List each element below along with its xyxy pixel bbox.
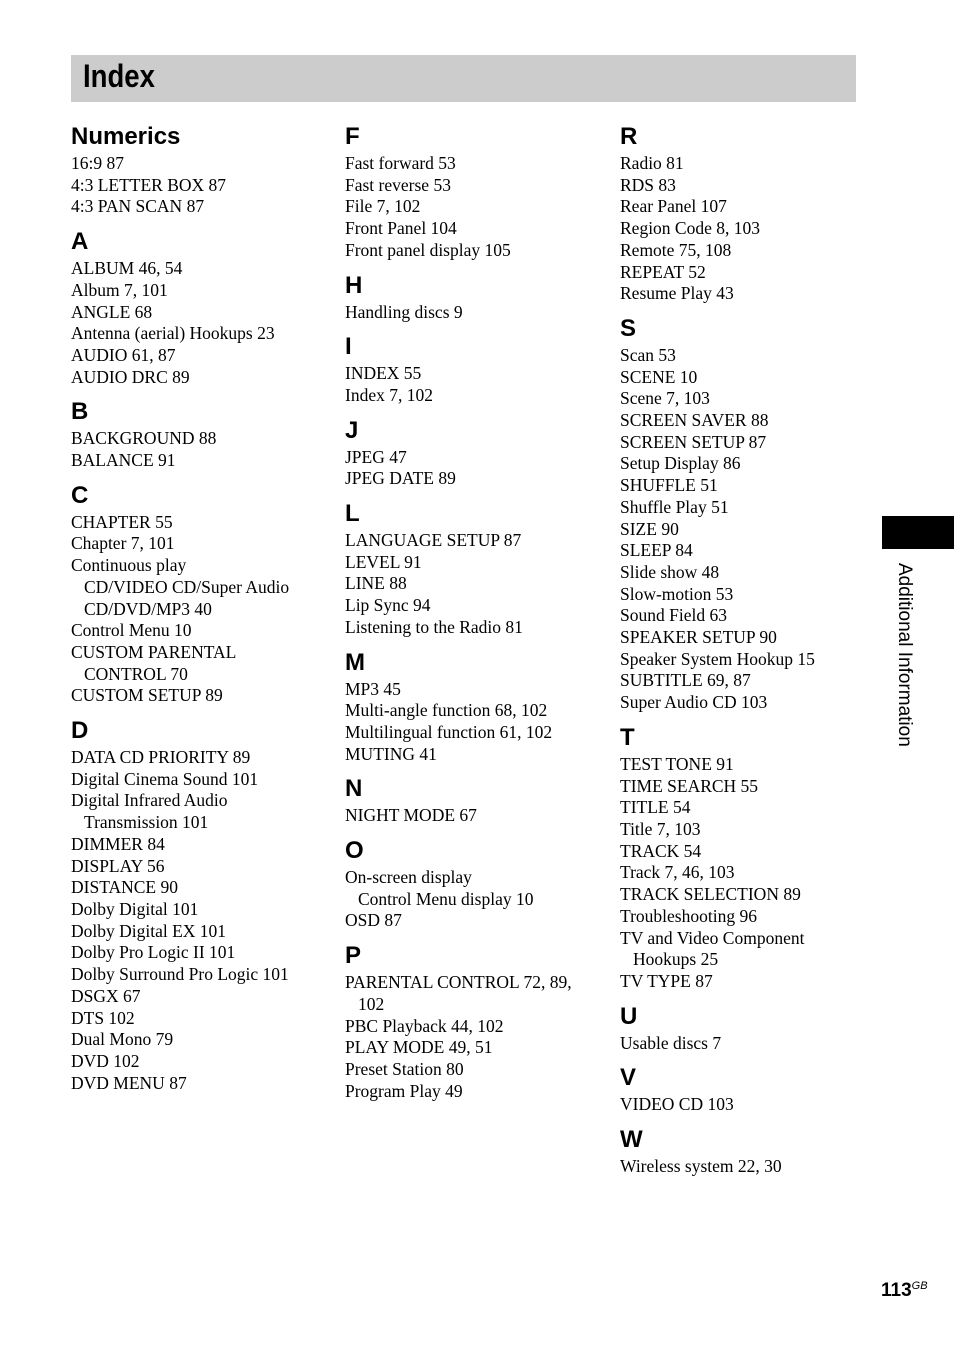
section-heading: D <box>71 717 89 745</box>
index-entry: Fast reverse 53 <box>345 174 451 195</box>
index-entry: DISTANCE 90 <box>71 877 178 898</box>
index-section <box>345 122 605 262</box>
index-entry: DIMMER 84 <box>71 833 165 854</box>
section-heading: I <box>345 333 352 361</box>
index-entry: CD/VIDEO CD/Super Audio <box>84 576 290 597</box>
section-heading: A <box>71 228 89 256</box>
index-entry: CONTROL 70 <box>84 663 188 684</box>
index-entry: Antenna (aerial) Hookups 23 <box>71 323 275 344</box>
index-entry: MP3 45 <box>345 678 401 699</box>
index-section <box>620 723 880 993</box>
index-entry: Control Menu 10 <box>71 620 192 641</box>
index-entry: RDS 83 <box>620 174 676 195</box>
index-entry: Radio 81 <box>620 153 684 173</box>
section-heading: F <box>345 123 360 150</box>
index-entry: Digital Cinema Sound 101 <box>71 768 259 789</box>
section-heading: R <box>620 123 638 150</box>
index-section <box>71 481 331 707</box>
index-entry: 16:9 87 <box>71 153 124 173</box>
section-heading: Numerics <box>71 123 181 150</box>
index-entry: SLEEP 84 <box>620 540 693 561</box>
index-entry: BACKGROUND 88 <box>71 428 217 449</box>
index-entry: Shuffle Play 51 <box>620 496 729 517</box>
index-entry: SCREEN SETUP 87 <box>620 431 767 452</box>
index-entry: Fast forward 53 <box>345 153 456 173</box>
index-entry: Control Menu display 10 <box>358 888 534 909</box>
index-entry: Track 7, 46, 103 <box>620 862 735 883</box>
index-section <box>71 122 331 218</box>
section-heading: N <box>345 775 363 803</box>
index-entry: Listening to the Radio 81 <box>345 616 523 637</box>
index-entry: Speaker System Hookup 15 <box>620 648 815 669</box>
index-entry: JPEG DATE 89 <box>345 468 456 489</box>
section-heading: V <box>620 1064 637 1092</box>
index-section <box>620 1002 880 1055</box>
index-entry: Setup Display 86 <box>620 453 741 474</box>
index-entry: LINE 88 <box>345 573 407 594</box>
index-entry: SUBTITLE 69, 87 <box>620 670 751 691</box>
index-entry: CHAPTER 55 <box>71 511 173 532</box>
index-entry: PBC Playback 44, 102 <box>345 1015 504 1036</box>
index-entry: AUDIO 61, 87 <box>71 344 176 365</box>
index-entry: Dual Mono 79 <box>71 1029 174 1050</box>
section-tab-marker <box>882 516 954 549</box>
index-entry: DVD 102 <box>71 1050 140 1071</box>
index-entry: Scene 7, 103 <box>620 388 710 409</box>
index-entry: BALANCE 91 <box>71 450 176 471</box>
index-entry: Rear Panel 107 <box>620 196 727 217</box>
section-heading: L <box>345 500 360 528</box>
index-entry: Sound Field 63 <box>620 605 727 626</box>
index-entry: TIME SEARCH 55 <box>620 775 759 796</box>
index-entry: Lip Sync 94 <box>345 595 431 616</box>
index-section <box>345 271 605 324</box>
index-entry: INDEX 55 <box>345 363 422 384</box>
section-heading: W <box>620 1126 643 1154</box>
index-entry: TITLE 54 <box>620 797 691 818</box>
index-entry: Slide show 48 <box>620 561 720 582</box>
index-entry: Program Play 49 <box>345 1080 463 1101</box>
index-entry: Dolby Digital 101 <box>71 898 199 919</box>
index-entry: SIZE 90 <box>620 518 679 539</box>
index-entry: Front panel display 105 <box>345 239 511 260</box>
index-entry: SCENE 10 <box>620 366 698 387</box>
index-section <box>620 314 880 714</box>
index-entry: TRACK SELECTION 89 <box>620 884 801 905</box>
index-section <box>345 416 605 490</box>
index-entry: Front Panel 104 <box>345 218 457 239</box>
index-title-bar <box>71 55 856 102</box>
index-entry: VIDEO CD 103 <box>620 1094 734 1115</box>
index-entry: TV TYPE 87 <box>620 970 713 991</box>
index-section <box>71 227 331 388</box>
index-section <box>345 836 605 932</box>
index-entry: Usable discs 7 <box>620 1032 722 1053</box>
index-entry: LEVEL 91 <box>345 551 422 572</box>
index-entry: CUSTOM PARENTAL <box>71 641 237 662</box>
index-entry: MUTING 41 <box>345 743 437 764</box>
page-number <box>881 1280 928 1302</box>
index-entry: Continuous play <box>71 555 187 576</box>
index-column-3 <box>620 122 880 1187</box>
index-entry: NIGHT MODE 67 <box>345 805 477 826</box>
index-entry: Index 7, 102 <box>345 384 433 405</box>
index-entry: On-screen display <box>345 867 472 888</box>
index-entry: CD/DVD/MP3 40 <box>84 598 212 619</box>
index-entry: Scan 53 <box>620 344 676 365</box>
index-section <box>345 941 605 1102</box>
index-entry: DVD MENU 87 <box>71 1072 187 1093</box>
section-heading: U <box>620 1002 638 1030</box>
index-entry: JPEG 47 <box>345 446 407 467</box>
page-number-suffix: GB <box>911 1280 928 1292</box>
side-section-label-text: Additional Information <box>894 563 915 747</box>
section-heading: C <box>71 481 89 509</box>
index-entry: REPEAT 52 <box>620 261 706 282</box>
index-entry: Preset Station 80 <box>345 1058 464 1079</box>
index-entry: SCREEN SAVER 88 <box>620 410 769 431</box>
index-entry: Resume Play 43 <box>620 283 734 304</box>
index-entry: Remote 75, 108 <box>620 239 732 260</box>
index-entry: Album 7, 101 <box>71 279 168 300</box>
index-section <box>71 716 331 1094</box>
index-entry: Chapter 7, 101 <box>71 533 175 554</box>
index-entry: Region Code 8, 103 <box>620 218 760 239</box>
index-entry: Dolby Surround Pro Logic 101 <box>71 964 289 985</box>
index-entry: TEST TONE 91 <box>620 753 734 774</box>
index-entry: Multilingual function 61, 102 <box>345 721 553 742</box>
index-column-1 <box>71 122 331 1103</box>
side-section-label <box>891 563 917 783</box>
index-entry: OSD 87 <box>345 910 402 931</box>
index-entry: Troubleshooting 96 <box>620 905 757 926</box>
section-heading: B <box>71 398 89 426</box>
index-entry: Multi-angle function 68, 102 <box>345 700 548 721</box>
section-heading: M <box>345 648 365 676</box>
section-heading: P <box>345 942 362 970</box>
index-entry: AUDIO DRC 89 <box>71 366 190 387</box>
section-heading: T <box>620 723 635 751</box>
index-entry: PLAY MODE 49, 51 <box>345 1037 493 1058</box>
index-section <box>345 774 605 827</box>
index-entry: Super Audio CD 103 <box>620 692 768 713</box>
index-entry: DSGX 67 <box>71 985 141 1006</box>
index-entry: Transmission 101 <box>84 812 209 833</box>
index-section <box>345 499 605 639</box>
index-entry: CUSTOM SETUP 89 <box>71 685 223 706</box>
index-entry: Hookups 25 <box>633 949 719 970</box>
index-section <box>620 1063 880 1116</box>
index-entry: ALBUM 46, 54 <box>71 258 183 279</box>
index-section <box>71 397 331 471</box>
index-entry: DATA CD PRIORITY 89 <box>71 747 251 768</box>
index-entry: File 7, 102 <box>345 196 421 217</box>
index-section <box>345 332 605 406</box>
index-entry: Dolby Pro Logic II 101 <box>71 942 236 963</box>
index-entry: SPEAKER SETUP 90 <box>620 627 777 648</box>
index-entry: Title 7, 103 <box>620 818 701 839</box>
index-entry: Digital Infrared Audio <box>71 790 228 811</box>
index-entry: DISPLAY 56 <box>71 855 165 876</box>
index-entry: 102 <box>358 993 385 1014</box>
index-entry: PARENTAL CONTROL 72, 89, <box>345 972 572 993</box>
section-heading: H <box>345 271 363 299</box>
page-title: Index <box>83 58 155 94</box>
index-section <box>620 1125 880 1178</box>
index-entry: 4:3 PAN SCAN 87 <box>71 196 205 217</box>
index-entry: DTS 102 <box>71 1007 135 1028</box>
section-heading: O <box>345 837 364 865</box>
index-entry: SHUFFLE 51 <box>620 475 718 496</box>
index-entry: TV and Video Component <box>620 927 805 948</box>
index-column-2 <box>345 122 605 1111</box>
index-entry: LANGUAGE SETUP 87 <box>345 530 522 551</box>
index-entry: Handling discs 9 <box>345 301 463 322</box>
page-number-value: 113 <box>881 1280 912 1301</box>
index-entry: Slow-motion 53 <box>620 583 734 604</box>
index-entry: 4:3 LETTER BOX 87 <box>71 174 227 195</box>
section-heading: S <box>620 314 637 342</box>
index-entry: Dolby Digital EX 101 <box>71 920 227 941</box>
index-section <box>620 122 880 305</box>
index-section <box>345 648 605 766</box>
index-entry: TRACK 54 <box>620 840 702 861</box>
section-heading: J <box>345 416 359 444</box>
index-entry: Wireless system 22, 30 <box>620 1156 782 1177</box>
index-entry: ANGLE 68 <box>71 301 153 322</box>
